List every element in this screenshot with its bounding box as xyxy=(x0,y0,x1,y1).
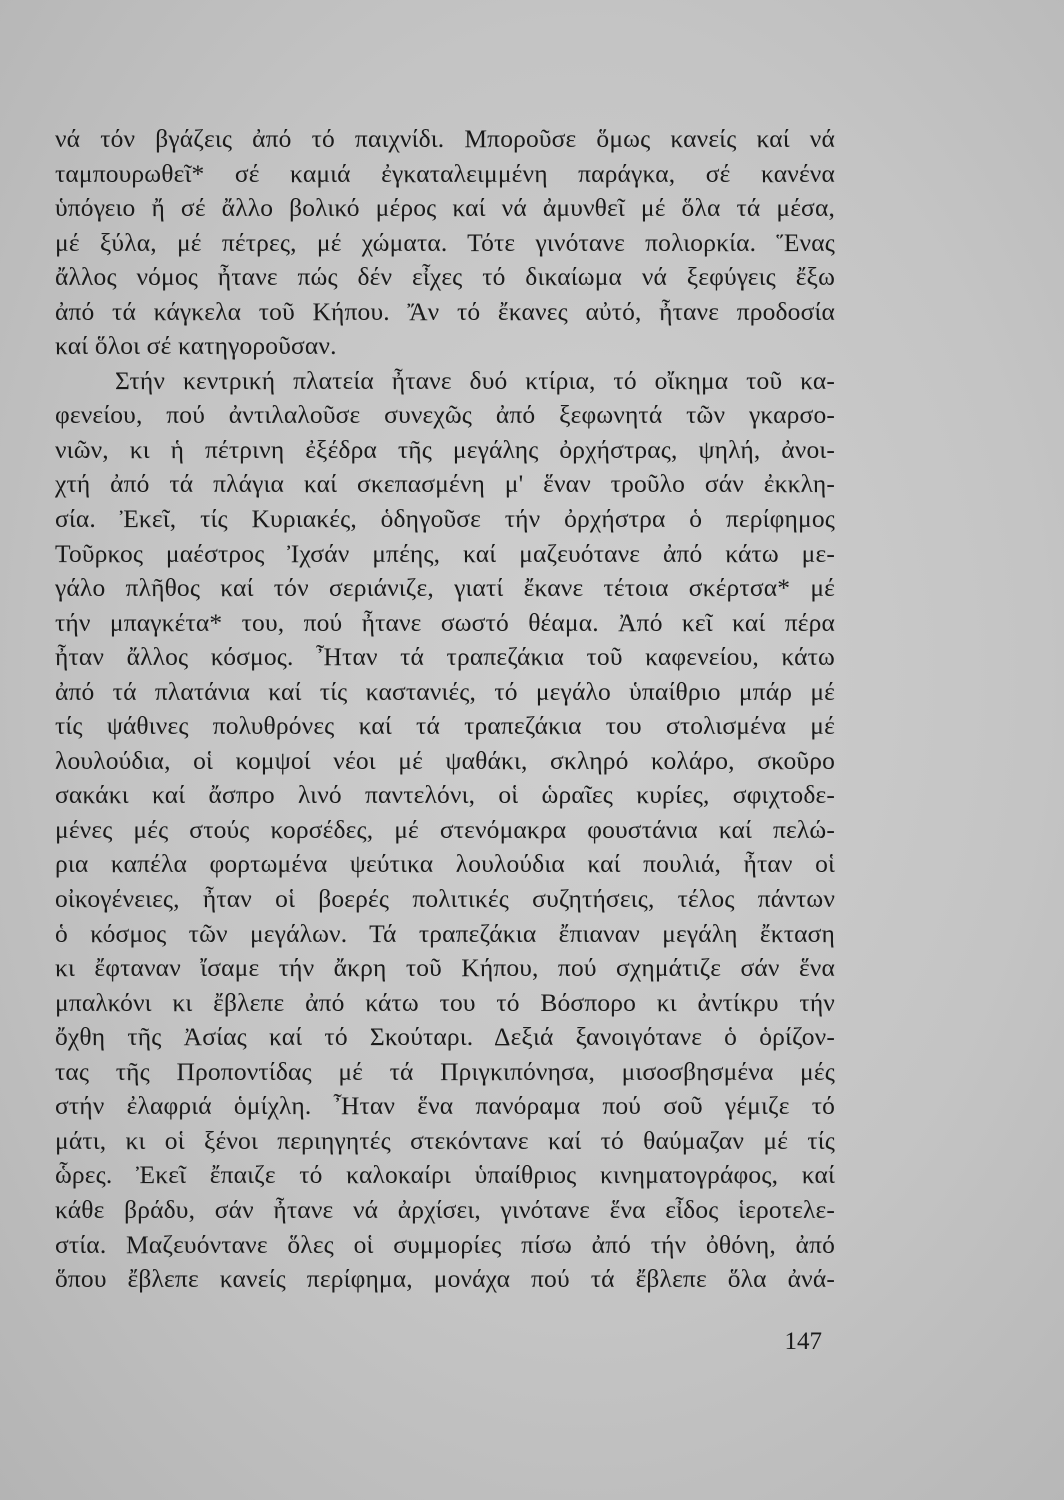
text-line: χτή ἀπό τά πλάγια καί σκεπασμένη μ' ἕναν τροῦλο σάν ἐκκλη- xyxy=(55,469,835,499)
text-line: γάλο πλῆθος καί τόν σεριάνιζε, γιατί ἔκανε τέτοια σκέρτσα* μέ xyxy=(55,573,835,603)
body-text xyxy=(55,122,835,1297)
text-line: ταμπουρωθεῖ* σέ καμιά ἐγκαταλειμμένη παράγκα, σέ κανένα xyxy=(55,158,835,188)
text-line: τας τῆς Προποντίδας μέ τά Πριγκιπόνησα, μισοσβησμένα μές xyxy=(55,1056,835,1086)
text-line: ὁ κόσμος τῶν μεγάλων. Τά τραπεζάκια ἔπιαναν μεγάλη ἔκταση xyxy=(55,918,835,948)
text-line: φενείου, πού ἀντιλαλοῦσε συνεχῶς ἀπό ξεφωνητά τῶν γκαρσο- xyxy=(55,400,835,430)
text-line: στήν ἐλαφριά ὁμίχλη. Ἦταν ἕνα πανόραμα πού σοῦ γέμιζε τό xyxy=(55,1091,835,1121)
text-line: ἀπό τά κάγκελα τοῦ Κήπου. Ἄν τό ἔκανες αὐτό, ἦτανε προδοσία xyxy=(55,296,835,326)
text-line: νιῶν, κι ἡ πέτρινη ἐξέδρα τῆς μεγάλης ὀρχήστρας, ψηλή, ἀνοι- xyxy=(55,434,835,464)
text-line: Στήν κεντρική πλατεία ἦτανε δυό κτίρια, τό οἴκημα τοῦ κα- xyxy=(115,365,835,395)
text-line: λουλούδια, οἱ κομψοί νέοι μέ ψαθάκι, σκληρό κολάρο, σκοῦρο xyxy=(55,745,835,775)
text-line: Τοῦρκος μαέστρος Ἰχσάν μπέης, καί μαζευότανε ἀπό κάτω με- xyxy=(55,538,835,568)
text-line: σακάκι καί ἄσπρο λινό παντελόνι, οἱ ὡραῖες κυρίες, σφιχτοδε- xyxy=(55,780,835,810)
text-line: ἦταν ἄλλος κόσμος. Ἦταν τά τραπεζάκια τοῦ καφενείου, κάτω xyxy=(55,642,835,672)
text-line: στία. Μαζευόντανε ὅλες οἱ συμμορίες πίσω ἀπό τήν ὀθόνη, ἀπό xyxy=(55,1229,835,1259)
text-line: ὅπου ἔβλεπε κανείς περίφημα, μονάχα πού τά ἔβλεπε ὅλα ἀνά- xyxy=(55,1264,835,1294)
text-line: οἰκογένειες, ἦταν οἱ βοερές πολιτικές συζητήσεις, τέλος πάντων xyxy=(55,884,835,914)
text-line: μπαλκόνι κι ἔβλεπε ἀπό κάτω του τό Βόσπορο κι ἀντίκρυ τήν xyxy=(55,987,835,1017)
text-line: κάθε βράδυ, σάν ἦτανε νά ἀρχίσει, γινότανε ἕνα εἶδος ἱεροτελε- xyxy=(55,1194,835,1224)
page-number: 147 xyxy=(784,1328,822,1355)
text-line: ἄλλος νόμος ἦτανε πώς δέν εἶχες τό δικαίωμα νά ξεφύγεις ἔξω xyxy=(55,262,835,292)
text-line: καί ὅλοι σέ κατηγοροῦσαν. xyxy=(55,331,337,361)
text-line: ρια καπέλα φορτωμένα ψεύτικα λουλούδια καί πουλιά, ἦταν οἱ xyxy=(55,849,835,879)
text-line: τήν μπαγκέτα* του, πού ἦτανε σωστό θέαμα. Ἀπό κεῖ καί πέρα xyxy=(55,607,835,637)
text-line: ὧρες. Ἐκεῖ ἔπαιζε τό καλοκαίρι ὑπαίθριος κινηματογράφος, καί xyxy=(55,1160,835,1190)
text-line: μέ ξύλα, μέ πέτρες, μέ χώματα. Τότε γινότανε πολιορκία. Ἕνας xyxy=(55,227,835,257)
text-line: σία. Ἐκεῖ, τίς Κυριακές, ὁδηγοῦσε τήν ὀρχήστρα ὁ περίφημος xyxy=(55,504,835,534)
text-line: μένες μές στούς κορσέδες, μέ στενόμακρα φουστάνια καί πελώ- xyxy=(55,814,835,844)
text-line: μάτι, κι οἱ ξένοι περιηγητές στεκόντανε καί τό θαύμαζαν μέ τίς xyxy=(55,1125,835,1155)
text-line: κι ἔφταναν ἴσαμε τήν ἄκρη τοῦ Κήπου, πού σχημάτιζε σάν ἕνα xyxy=(55,953,835,983)
text-line: ὄχθη τῆς Ἀσίας καί τό Σκούταρι. Δεξιά ξανοιγότανε ὁ ὁρίζον- xyxy=(55,1022,835,1052)
text-line: τίς ψάθινες πολυθρόνες καί τά τραπεζάκια του στολισμένα μέ xyxy=(55,711,835,741)
text-line: νά τόν βγάζεις ἀπό τό παιχνίδι. Μποροῦσε ὅμως κανείς καί νά xyxy=(55,124,835,153)
text-line: ἀπό τά πλατάνια καί τίς καστανιές, τό μεγάλο ὑπαίθριο μπάρ μέ xyxy=(55,676,835,706)
text-line: ὑπόγειο ἤ σέ ἄλλο βολικό μέρος καί νά ἀμυνθεῖ μέ ὅλα τά μέσα, xyxy=(55,193,835,223)
